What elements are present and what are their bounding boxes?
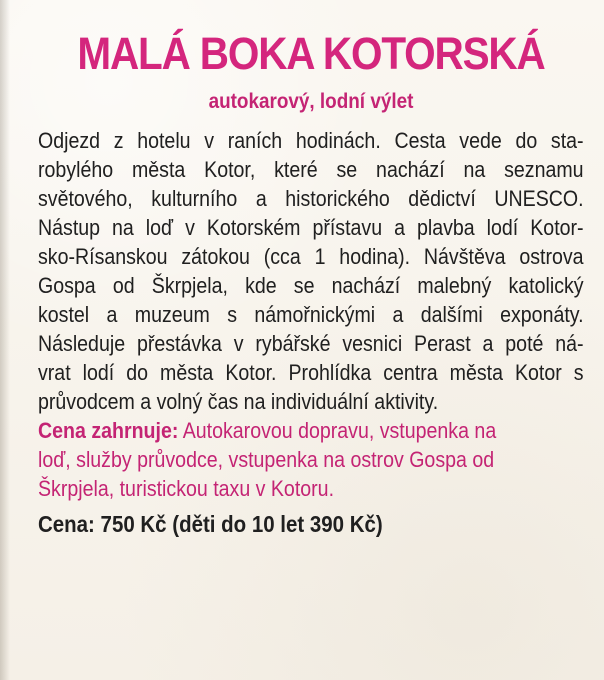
description-paragraph [38,126,584,503]
paragraph-line: Odjezd z hotelu v raních hodinách. Cesta vede do sta- [38,128,584,153]
includes-text: Autokarovou dopravu, vstupenka na [178,418,497,443]
document-subtitle: autokarový, lodní výlet [208,90,414,113]
paragraph-line: světového, kulturního a historického dědictví UNESCO. [38,186,584,211]
includes-line: loď, služby průvodce, vstupenka na ostrov Gospa od [38,447,495,472]
includes-label: Cena zahrnuje: [38,418,179,443]
paragraph-line: Gospa od Škrpjela, kde se nachází malebný katolický [38,273,584,298]
price-line: Cena: 750 Kč (děti do 10 let 390 Kč) [38,511,383,537]
paragraph-line: robylého města Kotor, které se nachází na seznamu [38,157,584,182]
paragraph-line: Nástup na loď v Kotorském přístavu a plavba lodí Kotor- [38,215,584,240]
paragraph-line: průvodcem a volný čas na individuální aktivity. [38,389,439,414]
paragraph-line: vrat lodí do města Kotor. Prohlídka centra města Kotor s [38,360,584,385]
paragraph-line: sko-Rísanskou zátokou (cca 1 hodina). Návštěva ostrova [38,244,584,269]
includes-line [38,416,524,445]
paragraph-line: Následuje přestávka v rybářské vesnici Perast a poté ná- [38,331,584,356]
page-gutter-shadow [0,0,10,680]
document-title: MALÁ BOKA KOTORSKÁ [77,28,545,79]
paragraph-line: kostel a muzeum s námořnickými a dalšími exponáty. [38,302,584,327]
document-content [38,28,584,539]
includes-line: Škrpjela, turistickou taxu v Kotoru. [38,476,335,501]
